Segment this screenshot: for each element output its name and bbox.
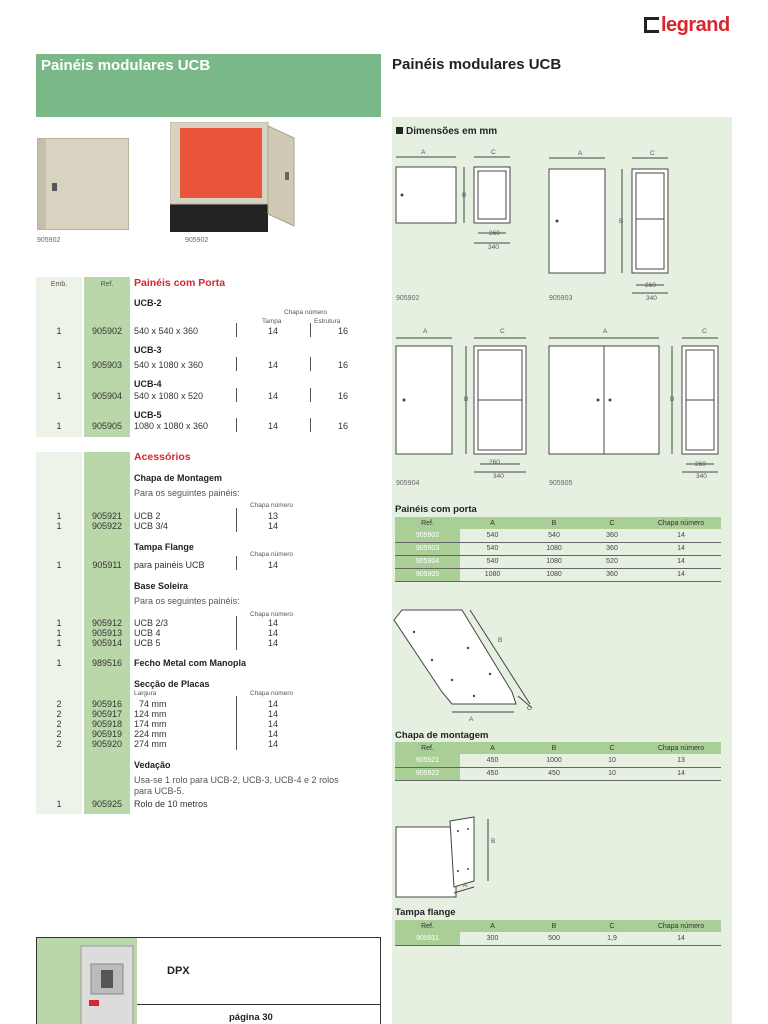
ref-value: 905902 [91, 326, 123, 336]
section-title-paineis: Painéis com Porta [134, 277, 226, 289]
cell: 905902 [395, 529, 460, 542]
name-value: UCB 3/4 [134, 521, 169, 531]
tampa-flange-title: Tampa Flange [134, 542, 194, 552]
dim-340: 340 [488, 244, 499, 251]
cell: 520 [583, 555, 641, 568]
cell: 540 [460, 529, 525, 542]
cell: 905905 [395, 568, 460, 581]
table-row [395, 767, 721, 780]
dim-340: 340 [696, 473, 707, 480]
cell: 450 [525, 767, 583, 780]
fig-caption: 905905 [549, 480, 573, 487]
divider [137, 1004, 381, 1005]
dim-label-c: C [491, 149, 496, 156]
dims-value: 540 x 540 x 360 [134, 326, 199, 336]
ref-value: 905914 [91, 638, 123, 648]
ref-column-bg-1 [84, 277, 130, 437]
col-header: B [525, 742, 583, 754]
ref-value: 905903 [91, 360, 123, 370]
dim-label-a: A [603, 328, 608, 335]
separator [236, 323, 237, 337]
separator [310, 323, 311, 337]
emb-value: 1 [56, 360, 62, 370]
cell: 14 [641, 529, 721, 542]
cell: 1080 [525, 555, 583, 568]
name-value: UCB 5 [134, 638, 161, 648]
dim-260: 260 [695, 461, 706, 468]
emb-value: 2 [56, 709, 62, 719]
tampa-flange-drawing [392, 815, 512, 900]
tampa-label: Tampa [262, 318, 282, 325]
separator [236, 508, 237, 532]
cell: 1080 [460, 568, 525, 581]
tampa-value: 14 [268, 360, 279, 370]
cell: 905911 [395, 932, 460, 945]
table-row [395, 542, 721, 555]
photo-caption-1: 905902 [37, 237, 61, 244]
col-header: Ref. [395, 742, 460, 754]
base-soleira-title: Base Soleira [134, 581, 189, 591]
left-page-title: Painéis modulares UCB [41, 57, 211, 74]
col-header: A [460, 742, 525, 754]
model-ucb4: UCB-4 [134, 379, 162, 389]
ref-value: 905919 [91, 729, 123, 739]
separator [310, 357, 311, 371]
dim-label-c: C [702, 328, 707, 335]
emb-value: 1 [56, 391, 62, 401]
dim-260: 260 [489, 459, 500, 466]
dimension-drawings-row1 [392, 145, 732, 310]
emb-value: 2 [56, 739, 62, 749]
emb-value: 1 [56, 638, 62, 648]
cell: 450 [460, 767, 525, 780]
emb-value: 2 [56, 719, 62, 729]
separator [310, 388, 311, 402]
col-header: Chapa número [641, 517, 721, 529]
chapa-table [395, 742, 721, 781]
emb-value: 1 [56, 658, 62, 668]
ref-value: 905912 [91, 618, 123, 628]
cell: 14 [641, 542, 721, 555]
emb-value: 1 [56, 560, 62, 570]
dpx-label: DPX [167, 965, 190, 977]
dims-value: 1080 x 1080 x 360 [134, 421, 209, 431]
ref-value: 905905 [91, 421, 123, 431]
vedacao-title: Vedação [134, 760, 171, 770]
dim-label-a: A [469, 716, 474, 723]
right-page-title: Painéis modulares UCB [392, 56, 562, 73]
fig-caption: 905903 [549, 295, 573, 302]
product-photo-small [37, 138, 129, 230]
dim-label-c: C [527, 705, 532, 712]
num-value: 14 [268, 628, 279, 638]
col-header: A [460, 517, 525, 529]
tampa-value: 14 [268, 421, 279, 431]
dpx-link-box[interactable] [36, 937, 381, 1024]
table-title-chapa: Chapa de montagem [395, 730, 489, 741]
photo-caption-2: 905902 [185, 237, 209, 244]
flange-table [395, 920, 721, 946]
dims-value: 540 x 1080 x 360 [134, 360, 204, 370]
cell: 14 [641, 568, 721, 581]
ref-value: 905913 [91, 628, 123, 638]
col-header: B [525, 920, 583, 932]
cell: 14 [641, 932, 721, 945]
num-value: 13 [268, 511, 279, 521]
ref-value: 905918 [91, 719, 123, 729]
separator [236, 556, 237, 570]
cell: 1080 [525, 542, 583, 555]
dpx-breaker-image [77, 942, 137, 1024]
chapa-numero-label: Chapa número [250, 502, 293, 509]
ref-value: 905922 [91, 521, 123, 531]
vedacao-desc-1: Usa-se 1 rolo para UCB-2, UCB-3, UCB-4 e 2 rolos [134, 775, 339, 785]
chapa-numero-label: Chapa número [250, 690, 293, 697]
emb-value: 1 [56, 511, 62, 521]
col-header: A [460, 920, 525, 932]
num-value: 14 [268, 638, 279, 648]
chapa-montagem-title: Chapa de Montagem [134, 473, 223, 483]
dims-value: 540 x 1080 x 520 [134, 391, 204, 401]
ref-value: 905917 [91, 709, 123, 719]
dimensions-title: Dimensões em mm [396, 126, 497, 137]
table-title-flange: Tampa flange [395, 907, 456, 918]
cell: 500 [525, 932, 583, 945]
dimension-drawings-row2 [392, 330, 732, 490]
col-header: C [583, 517, 641, 529]
page-reference: página 30 [229, 1012, 273, 1023]
num-value: 14 [268, 618, 279, 628]
dim-label-b: B [464, 396, 469, 403]
cell: 10 [583, 754, 641, 767]
emb-header: Emb. [50, 281, 68, 288]
vedacao-desc-2: para UCB-5. [134, 786, 185, 796]
separator [310, 418, 311, 432]
left-header [36, 54, 381, 117]
legrand-logo: legrand [644, 14, 730, 37]
ref-value: 905921 [91, 511, 123, 521]
num-value: 14 [268, 729, 279, 739]
name-value: 74 mm [134, 699, 167, 709]
emb-value: 1 [56, 521, 62, 531]
dim-label-c: C [500, 328, 505, 335]
dim-label-a: A [578, 150, 583, 157]
legrand-mark-icon [644, 17, 659, 33]
dim-label-b: B [491, 838, 496, 845]
col-header: Chapa número [641, 742, 721, 754]
chapa-numero-label: Chapa número [250, 551, 293, 558]
dim-label-b: B [462, 192, 467, 199]
estrutura-value: 16 [338, 391, 349, 401]
table-row [395, 754, 721, 767]
seccao-title: Secção de Placas [134, 679, 210, 689]
cell: 13 [641, 754, 721, 767]
table-row [395, 932, 721, 945]
ref-value: 905904 [91, 391, 123, 401]
name-value: para painéis UCB [134, 560, 205, 570]
ref-header: Ref. [100, 281, 114, 288]
table-row [395, 568, 721, 581]
name-value: 124 mm [134, 709, 167, 719]
emb-value: 1 [56, 421, 62, 431]
cell: 540 [525, 529, 583, 542]
name-value: 174 mm [134, 719, 167, 729]
fig-caption: 905904 [396, 480, 420, 487]
num-value: 14 [268, 709, 279, 719]
separator [236, 696, 237, 750]
table-row [395, 555, 721, 568]
dim-label-a: A [421, 149, 426, 156]
tampa-value: 14 [268, 326, 279, 336]
cell: 1000 [525, 754, 583, 767]
col-header: C [583, 742, 641, 754]
tampa-value: 14 [268, 391, 279, 401]
cell: 905904 [395, 555, 460, 568]
separator [236, 357, 237, 371]
ref-value: 905925 [91, 799, 123, 809]
dim-label-a: A [463, 882, 468, 889]
cell: 14 [641, 555, 721, 568]
estrutura-value: 16 [338, 360, 349, 370]
estrutura-value: 16 [338, 421, 349, 431]
cell: 360 [583, 529, 641, 542]
fecho-title: Fecho Metal com Manopla [134, 658, 247, 668]
cell: 905921 [395, 754, 460, 767]
model-ucb5: UCB-5 [134, 410, 162, 420]
table-row [395, 529, 721, 542]
cell: 300 [460, 932, 525, 945]
cell: 540 [460, 555, 525, 568]
num-value: 14 [268, 739, 279, 749]
separator [236, 418, 237, 432]
chapa-montagem-desc: Para os seguintes painéis: [134, 488, 240, 498]
cell: 14 [641, 767, 721, 780]
dim-260: 260 [645, 282, 656, 289]
ref-value: 989516 [91, 658, 123, 668]
cell: 905922 [395, 767, 460, 780]
cell: 905903 [395, 542, 460, 555]
dim-label-b: B [498, 637, 503, 644]
num-value: 14 [268, 560, 279, 570]
emb-value: 1 [56, 799, 62, 809]
cell: 360 [583, 542, 641, 555]
dim-label-a: A [423, 328, 428, 335]
largura-label: Largura [134, 690, 157, 697]
estrutura-label: Estrutura [314, 318, 341, 325]
cell: 10 [583, 767, 641, 780]
dim-340: 340 [646, 295, 657, 302]
dim-label-b: B [670, 396, 675, 403]
cell: 540 [460, 542, 525, 555]
cell: 360 [583, 568, 641, 581]
dim-340: 340 [493, 473, 504, 480]
emb-value: 1 [56, 618, 62, 628]
dim-label-b: B [619, 218, 624, 225]
name-value: 224 mm [134, 729, 167, 739]
name-value: UCB 2 [134, 511, 161, 521]
fig-caption: 905902 [396, 295, 420, 302]
emb-column-bg-1 [36, 277, 82, 437]
model-ucb3: UCB-3 [134, 345, 162, 355]
chapa-numero-label: Chapa número [250, 611, 293, 618]
paineis-table [395, 517, 721, 582]
name-value: UCB 4 [134, 628, 161, 638]
base-soleira-desc: Para os seguintes painéis: [134, 596, 240, 606]
square-bullet-icon [396, 127, 403, 134]
cell: 1,9 [583, 932, 641, 945]
col-header: Chapa número [641, 920, 721, 932]
estrutura-value: 16 [338, 326, 349, 336]
name-value: UCB 2/3 [134, 618, 169, 628]
cell: 450 [460, 754, 525, 767]
num-value: 14 [268, 521, 279, 531]
separator [236, 616, 237, 650]
section-title-acessorios: Acessórios [134, 451, 191, 463]
separator [236, 388, 237, 402]
ref-value: 905911 [92, 560, 122, 570]
name-value: Rolo de 10 metros [134, 799, 208, 809]
model-ucb2: UCB-2 [134, 298, 162, 308]
num-value: 14 [268, 699, 279, 709]
cell: 1080 [525, 568, 583, 581]
emb-value: 2 [56, 729, 62, 739]
col-header: Ref. [395, 517, 460, 529]
emb-value: 1 [56, 628, 62, 638]
num-value: 14 [268, 719, 279, 729]
ref-value: 905916 [91, 699, 123, 709]
col-header: C [583, 920, 641, 932]
ref-value: 905920 [91, 739, 123, 749]
table-title-paineis: Painéis com porta [395, 504, 477, 515]
emb-value: 2 [56, 699, 62, 709]
col-header: B [525, 517, 583, 529]
name-value: 274 mm [134, 739, 167, 749]
col-header: Ref. [395, 920, 460, 932]
dim-label-c: C [650, 150, 655, 157]
dim-260: 260 [489, 230, 500, 237]
product-photo-large [170, 122, 296, 232]
chapa-numero-label: Chapa número [284, 309, 327, 316]
emb-value: 1 [56, 326, 62, 336]
